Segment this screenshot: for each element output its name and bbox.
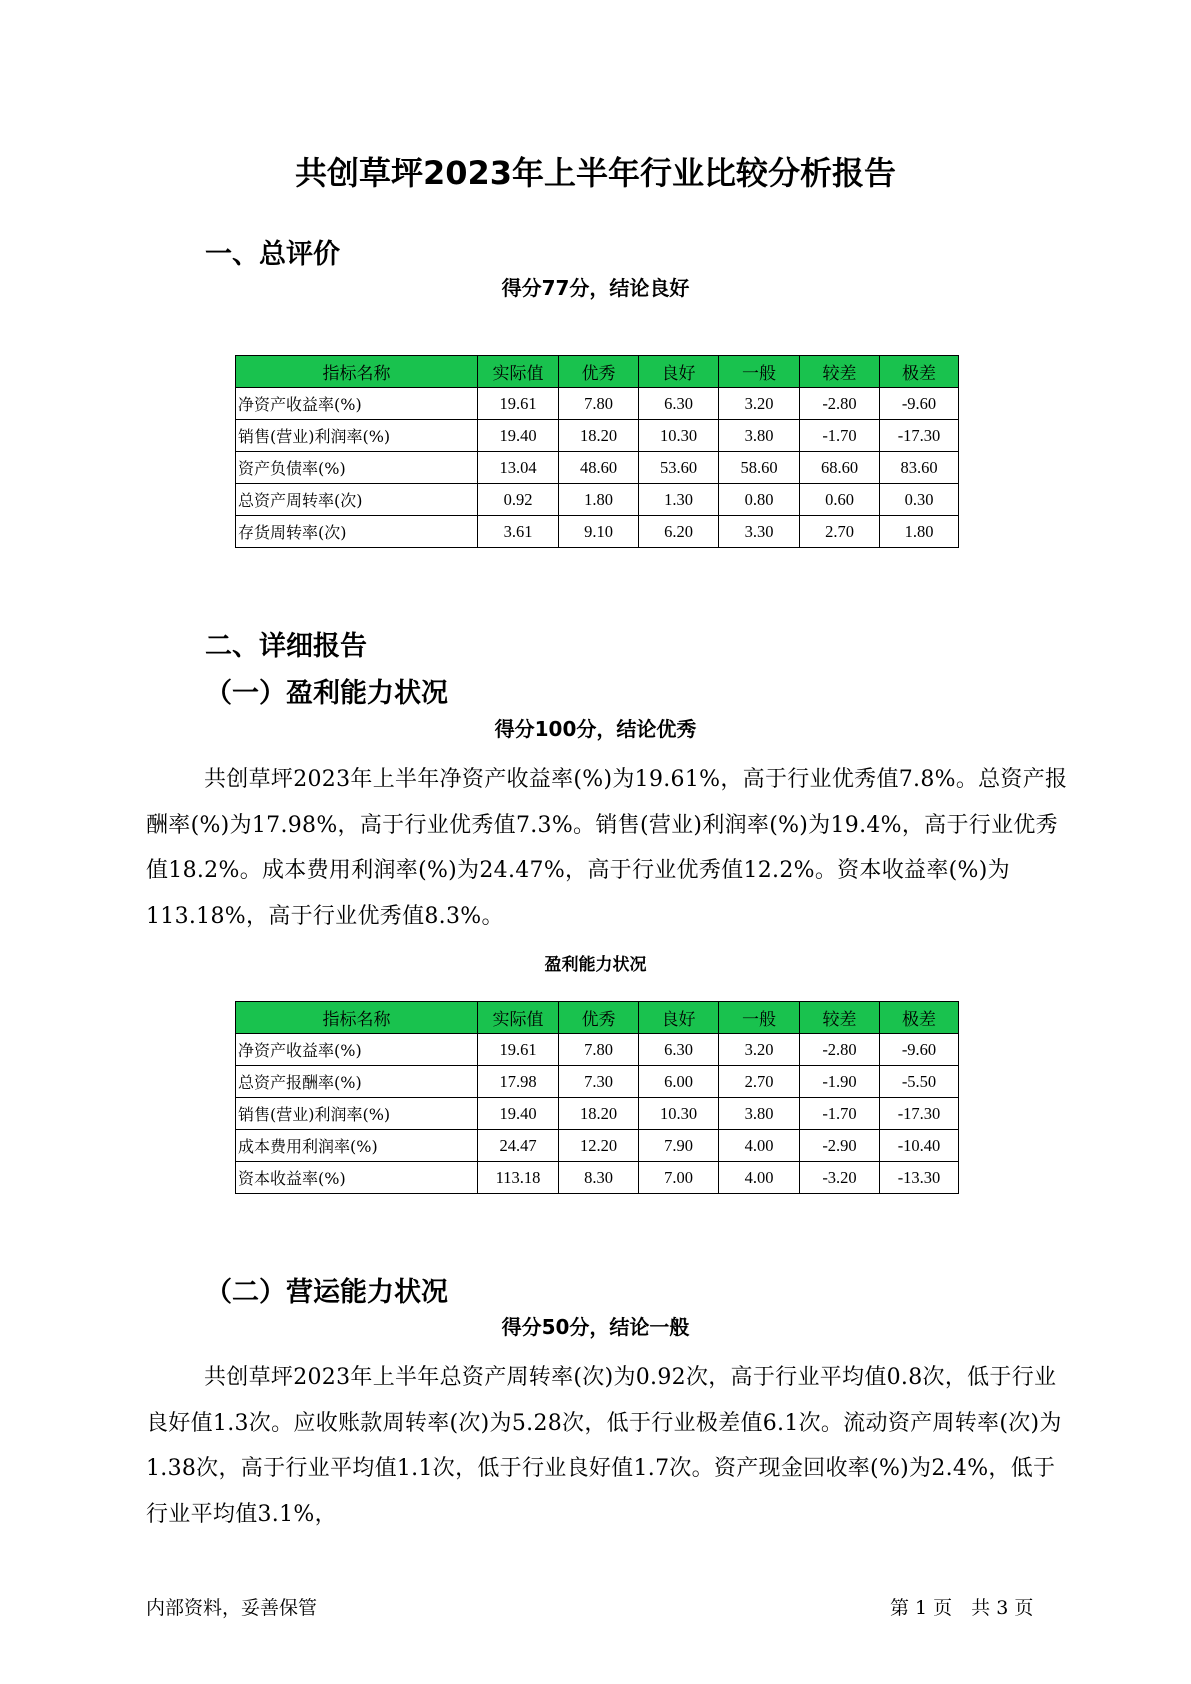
value-cell: 48.60 <box>559 452 639 484</box>
value-cell: -13.30 <box>880 1162 959 1194</box>
value-cell: 13.04 <box>478 452 559 484</box>
value-cell: 12.20 <box>559 1130 639 1162</box>
value-cell: -3.20 <box>800 1162 880 1194</box>
value-cell: 7.90 <box>639 1130 719 1162</box>
operation-score: 得分50分，结论一般 <box>501 1315 690 1339</box>
footer-page-number: 第 1 页 共 3 页 <box>890 1597 1034 1619</box>
value-cell: 10.30 <box>639 1098 719 1130</box>
value-cell: 18.20 <box>559 1098 639 1130</box>
indicator-name-cell: 成本费用利润率(%) <box>236 1130 478 1162</box>
value-cell: 0.30 <box>880 484 959 516</box>
value-cell: 4.00 <box>719 1130 800 1162</box>
value-cell: -9.60 <box>880 1034 959 1066</box>
report-title: 共创草坪2023年上半年行业比较分析报告 <box>294 154 897 192</box>
column-header: 良好 <box>639 356 719 388</box>
value-cell: 3.61 <box>478 516 559 548</box>
value-cell: -17.30 <box>880 420 959 452</box>
table-header-row <box>236 1002 959 1034</box>
value-cell: 4.00 <box>719 1162 800 1194</box>
value-cell: 113.18 <box>478 1162 559 1194</box>
indicator-name-cell: 存货周转率(次) <box>236 516 478 548</box>
value-cell: 10.30 <box>639 420 719 452</box>
column-header: 优秀 <box>559 1002 639 1034</box>
value-cell: 3.20 <box>719 1034 800 1066</box>
value-cell: -17.30 <box>880 1098 959 1130</box>
value-cell: -5.50 <box>880 1066 959 1098</box>
column-header: 实际值 <box>478 1002 559 1034</box>
value-cell: 8.30 <box>559 1162 639 1194</box>
profitability-table <box>235 1001 959 1194</box>
value-cell: -2.90 <box>800 1130 880 1162</box>
value-cell: 1.80 <box>880 516 959 548</box>
table-row <box>236 1034 959 1066</box>
value-cell: 2.70 <box>800 516 880 548</box>
table-header-row <box>236 356 959 388</box>
value-cell: 7.00 <box>639 1162 719 1194</box>
value-cell: 0.80 <box>719 484 800 516</box>
value-cell: 19.40 <box>478 420 559 452</box>
value-cell: 6.20 <box>639 516 719 548</box>
value-cell: 68.60 <box>800 452 880 484</box>
value-cell: 2.70 <box>719 1066 800 1098</box>
value-cell: 3.80 <box>719 1098 800 1130</box>
column-header: 较差 <box>800 356 880 388</box>
value-cell: 18.20 <box>559 420 639 452</box>
table-row <box>236 452 959 484</box>
profitability-paragraph: 共创草坪2023年上半年净资产收益率(%)为19.61%，高于行业优秀值7.8%。总资产报酬率(%)为17.98%，高于行业优秀值7.3%。销售(营业)利润率(%)为19.4%，高于行业优秀值18.2%。成本费用利润率(%)为24.47%，高于行业优秀值12.2%。资本收益率(%)为113.18%，高于行业优秀值8.3%。 <box>146 767 1068 929</box>
table-row <box>236 484 959 516</box>
column-header: 一般 <box>719 1002 800 1034</box>
indicator-name-cell: 销售(营业)利润率(%) <box>236 420 478 452</box>
column-header: 良好 <box>639 1002 719 1034</box>
value-cell: 0.92 <box>478 484 559 516</box>
table-row <box>236 1098 959 1130</box>
value-cell: -9.60 <box>880 388 959 420</box>
value-cell: 7.80 <box>559 388 639 420</box>
value-cell: 58.60 <box>719 452 800 484</box>
value-cell: 6.30 <box>639 1034 719 1066</box>
indicator-name-cell: 资本收益率(%) <box>236 1162 478 1194</box>
column-header: 优秀 <box>559 356 639 388</box>
column-header: 指标名称 <box>236 1002 478 1034</box>
overall-table <box>235 355 959 548</box>
value-cell: 1.30 <box>639 484 719 516</box>
value-cell: -1.90 <box>800 1066 880 1098</box>
value-cell: 6.30 <box>639 388 719 420</box>
value-cell: 0.60 <box>800 484 880 516</box>
overall-score: 得分77分，结论良好 <box>501 276 690 300</box>
table-row <box>236 1130 959 1162</box>
value-cell: -2.80 <box>800 1034 880 1066</box>
table-row <box>236 516 959 548</box>
value-cell: 83.60 <box>880 452 959 484</box>
value-cell: -10.40 <box>880 1130 959 1162</box>
section-heading-overall: 一、总评价 <box>205 239 340 270</box>
column-header: 一般 <box>719 356 800 388</box>
column-header: 实际值 <box>478 356 559 388</box>
value-cell: 6.00 <box>639 1066 719 1098</box>
table-row <box>236 420 959 452</box>
value-cell: 7.30 <box>559 1066 639 1098</box>
operation-paragraph: 共创草坪2023年上半年总资产周转率(次)为0.92次，高于行业平均值0.8次，低于行业良好值1.3次。应收账款周转率(次)为5.28次，低于行业极差值6.1次。流动资产周转率(次)为1.38次，高于行业平均值1.1次，低于行业良好值1.7次。资产现金回收率(%)为2.4%，低于行业平均值3.1%， <box>146 1365 1062 1527</box>
table-row <box>236 1066 959 1098</box>
value-cell: 19.40 <box>478 1098 559 1130</box>
indicator-name-cell: 销售(营业)利润率(%) <box>236 1098 478 1130</box>
table-row <box>236 388 959 420</box>
column-header: 指标名称 <box>236 356 478 388</box>
indicator-name-cell: 总资产周转率(次) <box>236 484 478 516</box>
value-cell: -1.70 <box>800 420 880 452</box>
footer-confidential-note: 内部资料，妥善保管 <box>146 1597 318 1619</box>
profitability-score: 得分100分，结论优秀 <box>494 717 697 741</box>
value-cell: 3.80 <box>719 420 800 452</box>
subsection-heading-profitability: （一）盈利能力状况 <box>205 678 448 709</box>
value-cell: 24.47 <box>478 1130 559 1162</box>
profitability-table-caption: 盈利能力状况 <box>544 955 647 975</box>
value-cell: 9.10 <box>559 516 639 548</box>
value-cell: 17.98 <box>478 1066 559 1098</box>
value-cell: 3.20 <box>719 388 800 420</box>
subsection-heading-operation: （二）营运能力状况 <box>205 1277 448 1308</box>
column-header: 极差 <box>880 356 959 388</box>
indicator-name-cell: 净资产收益率(%) <box>236 1034 478 1066</box>
indicator-name-cell: 总资产报酬率(%) <box>236 1066 478 1098</box>
column-header: 较差 <box>800 1002 880 1034</box>
value-cell: 1.80 <box>559 484 639 516</box>
indicator-name-cell: 资产负债率(%) <box>236 452 478 484</box>
value-cell: -2.80 <box>800 388 880 420</box>
indicator-name-cell: 净资产收益率(%) <box>236 388 478 420</box>
value-cell: 3.30 <box>719 516 800 548</box>
section-heading-detail: 二、详细报告 <box>205 631 367 662</box>
value-cell: 19.61 <box>478 1034 559 1066</box>
value-cell: 7.80 <box>559 1034 639 1066</box>
column-header: 极差 <box>880 1002 959 1034</box>
table-row <box>236 1162 959 1194</box>
value-cell: 19.61 <box>478 388 559 420</box>
value-cell: -1.70 <box>800 1098 880 1130</box>
value-cell: 53.60 <box>639 452 719 484</box>
